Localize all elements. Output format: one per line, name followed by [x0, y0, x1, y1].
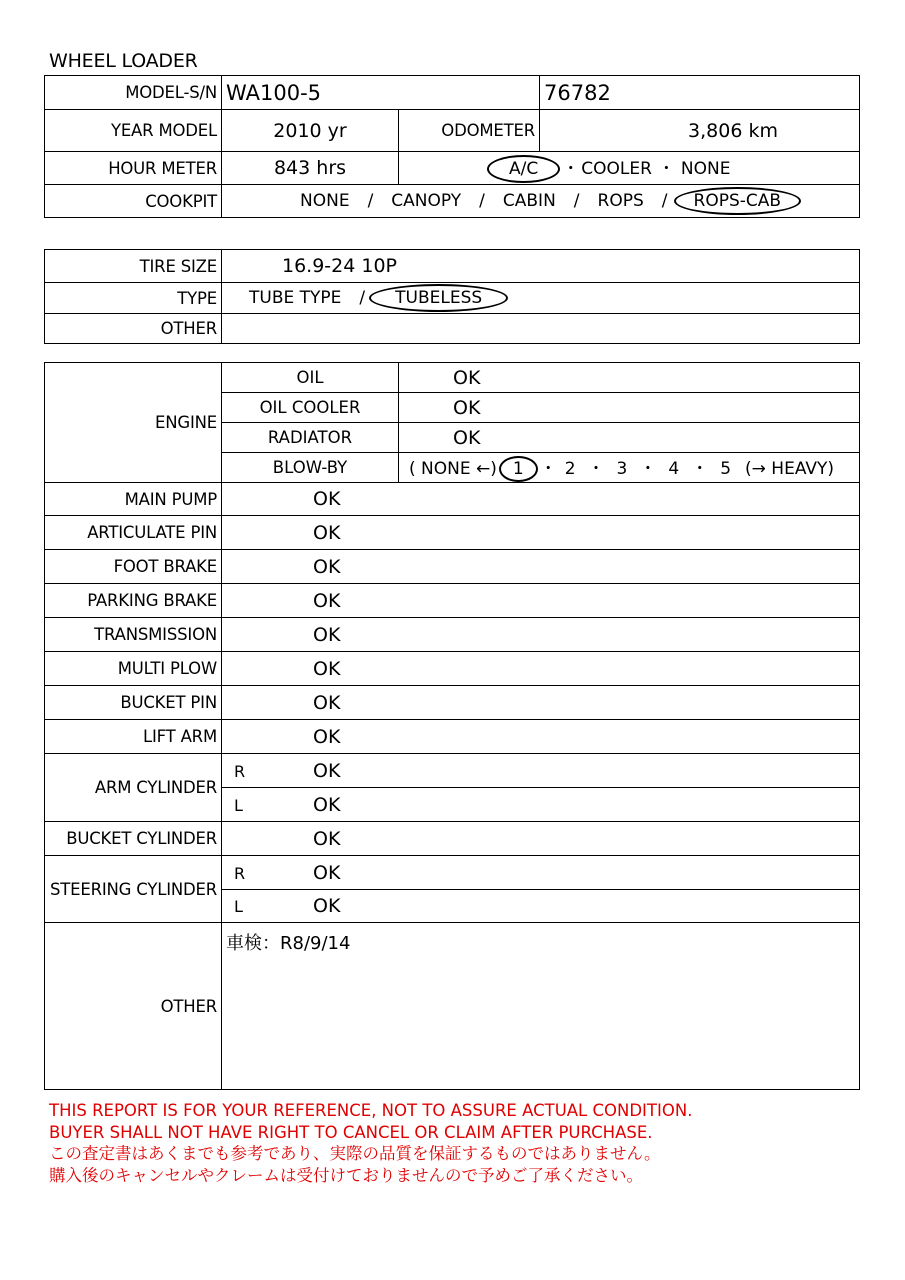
arm-cylinder-r-row: R OK: [222, 754, 860, 788]
notice-line-3: この査定書はあくまでも参考であり、実際の品質を保証するものではありません。: [49, 1144, 661, 1163]
tire-type-selected: TUBELESS: [369, 284, 508, 312]
engine-oil-value: OK: [399, 363, 860, 393]
steering-cylinder-label: STEERING CYLINDER: [45, 856, 222, 923]
arm-cylinder-l-row: L OK: [222, 788, 860, 822]
tire-type-label: TYPE: [45, 283, 222, 314]
hour-meter-label: HOUR METER: [45, 152, 222, 185]
articulate-pin-label: ARTICULATE PIN: [45, 516, 222, 550]
parking-brake-label: PARKING BRAKE: [45, 584, 222, 618]
engine-radiator-label: RADIATOR: [222, 423, 399, 453]
odometer-label: ODOMETER: [399, 110, 540, 152]
tire-other-value: [222, 314, 860, 344]
blowby-scale: ( NONE ←) 1 ・ 2 ・ 3 ・ 4 ・ 5 (→ HEAVY): [399, 453, 860, 483]
parking-brake-value: OK: [222, 584, 860, 618]
model-label: MODEL-S/N: [45, 76, 222, 110]
blowby-selected: 1: [499, 456, 538, 482]
ac-options: A/C ・ COOLER ・ NONE: [399, 152, 860, 185]
model-value: WA100-5: [222, 76, 540, 110]
inspection-table: [44, 362, 860, 1090]
foot-brake-label: FOOT BRAKE: [45, 550, 222, 584]
year-value: 2010 yr: [222, 110, 399, 152]
bucket-cylinder-value: OK: [222, 822, 860, 856]
steering-cylinder-l-row: L OK: [222, 890, 860, 923]
cockpit-label: COOKPIT: [45, 185, 222, 218]
other-label: OTHER: [45, 923, 222, 1090]
form-title: WHEEL LOADER: [49, 50, 198, 72]
cockpit-options: NONE / CANOPY / CABIN / ROPS / ROPS-CAB: [222, 185, 860, 218]
tire-size-value: 16.9-24 10P: [222, 250, 860, 283]
arm-cylinder-label: ARM CYLINDER: [45, 754, 222, 822]
notice-line-4: 購入後のキャンセルやクレームは受付けておりませんので予めご了承ください。: [49, 1165, 643, 1185]
main-pump-label: MAIN PUMP: [45, 483, 222, 516]
notice-line-2: BUYER SHALL NOT HAVE RIGHT TO CANCEL OR CLAIM AFTER PURCHASE.: [49, 1122, 653, 1142]
bucket-cylinder-label: BUCKET CYLINDER: [45, 822, 222, 856]
serial-value: 76782: [540, 76, 860, 110]
engine-oil-cooler-label: OIL COOLER: [222, 393, 399, 423]
lift-arm-label: LIFT ARM: [45, 720, 222, 754]
tire-table: [44, 249, 860, 344]
ac-selected: A/C: [487, 155, 560, 183]
hour-meter-value: 843 hrs: [222, 152, 399, 185]
steering-cylinder-r-row: R OK: [222, 856, 860, 890]
tire-type-options: TUBE TYPE / TUBELESS: [222, 283, 860, 314]
bucket-pin-label: BUCKET PIN: [45, 686, 222, 720]
year-label: YEAR MODEL: [45, 110, 222, 152]
engine-oil-label: OIL: [222, 363, 399, 393]
other-note: 車検：R8/9/14: [222, 923, 860, 1090]
main-pump-value: OK: [222, 483, 860, 516]
engine-oil-cooler-value: OK: [399, 393, 860, 423]
engine-radiator-value: OK: [399, 423, 860, 453]
foot-brake-value: OK: [222, 550, 860, 584]
machine-info-table: [44, 75, 860, 218]
transmission-value: OK: [222, 618, 860, 652]
odometer-value: 3,806 km: [540, 110, 860, 152]
engine-label: ENGINE: [45, 363, 222, 483]
bucket-pin-value: OK: [222, 686, 860, 720]
blowby-label: BLOW-BY: [222, 453, 399, 483]
transmission-label: TRANSMISSION: [45, 618, 222, 652]
disclaimer-notice: [49, 1100, 692, 1186]
tire-other-label: OTHER: [45, 314, 222, 344]
cockpit-selected: ROPS-CAB: [674, 187, 802, 215]
lift-arm-value: OK: [222, 720, 860, 754]
articulate-pin-value: OK: [222, 516, 860, 550]
tire-size-label: TIRE SIZE: [45, 250, 222, 283]
multi-plow-value: OK: [222, 652, 860, 686]
notice-line-1: THIS REPORT IS FOR YOUR REFERENCE, NOT TO ASSURE ACTUAL CONDITION.: [49, 1101, 693, 1120]
multi-plow-label: MULTI PLOW: [45, 652, 222, 686]
